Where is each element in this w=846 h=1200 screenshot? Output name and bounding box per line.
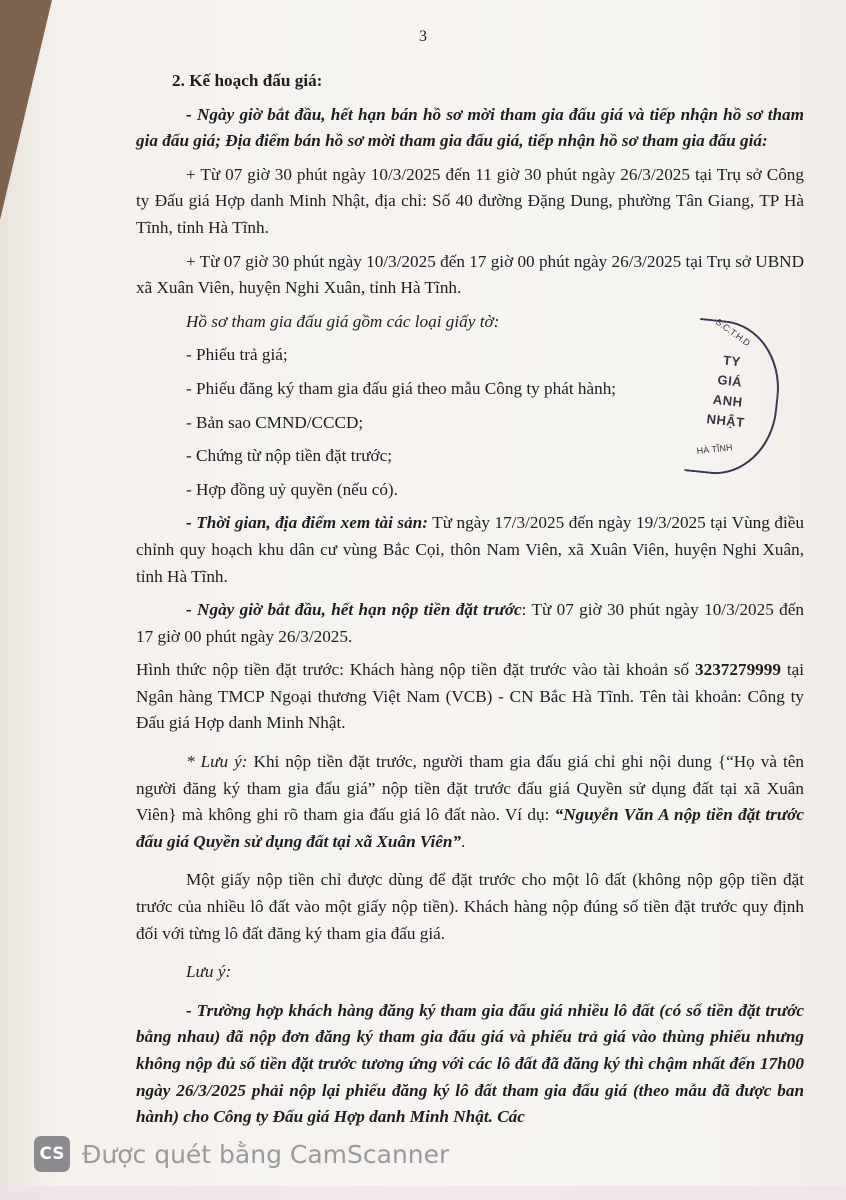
seal-text-line: GIÁ xyxy=(716,372,743,390)
paragraph-location-2: + Từ 07 giờ 30 phút ngày 10/3/2025 đến 17 giờ 00 phút ngày 26/3/2025 tại Trụ sở UBND xã Xuân Viên, huyện Nghi Xuân, tỉnh Hà Tĩnh. xyxy=(136,251,804,298)
viewing-text: Từ ngày 17/3/2025 đến ngày 19/3/2025 tại Vùng điều chỉnh quy hoạch khu dân cư vùng Bắc Cọi, thôn Nam Viên, xã Xuân Viên, huyện Nghi Xuân, tỉnh Hà Tĩnh. xyxy=(136,513,804,586)
seal-ring-bottom: HÀ TĨNH xyxy=(696,442,733,456)
page-bottom-edge xyxy=(0,1186,846,1200)
document-item: - Phiếu trả giá; xyxy=(186,345,288,365)
seal-text-line: NHẬT xyxy=(705,411,746,431)
paragraph-multiple-lots: - Trường hợp khách hàng đăng ký tham gia đấu giá nhiều lô đất (có số tiền đặt trước bằng nhau) đã nộp đơn đăng ký tham gia đấu giá và phiếu trả giá vào thùng phiếu nhưng không nộp đủ số tiền đặt trước tương ứng với các lô đất đã đăng ký thì chậm nhất đến 17h00 ngày 26/3/2025 phải nộp lại phiếu đăng ký lô đất tham gia đấu giá (theo mẫu đã được ban hành) cho Công ty Đấu giá Hợp danh Minh Nhật. Các xyxy=(136,1000,804,1127)
account-number: 3237279999 xyxy=(695,660,781,680)
note-end: . xyxy=(461,831,466,851)
document-item: - Hợp đồng uỷ quyền (nếu có). xyxy=(186,479,398,499)
seal-text-line: TY xyxy=(722,352,742,370)
camscanner-logo-icon: CS xyxy=(34,1136,70,1172)
document-item: - Bản sao CMND/CCCD; xyxy=(186,412,364,432)
paragraph-deposit-dates xyxy=(136,597,804,650)
deposit-method-bank: tại Ngân hàng TMCP Ngoại thương Việt Nam (VCB) - CN Bắc Hà Tĩnh. Tên tài khoản: Công ty Đấu giá Hợp danh Minh Nhật. xyxy=(136,660,804,733)
deposit-dates-text: : Từ 07 giờ 30 phút ngày 10/3/2025 đến 17 giờ 00 phút ngày 26/3/2025. xyxy=(136,600,804,646)
document-item: - Chứng từ nộp tiền đặt trước; xyxy=(186,446,393,466)
seal-ring-top: S.C.T.H.D xyxy=(713,316,753,349)
document-body xyxy=(136,68,804,1131)
note-example: “Nguyễn Văn A nộp tiền đặt trước đấu giá Quyền sử dụng đất tại xã Xuân Viên” xyxy=(136,805,804,851)
paragraph-note xyxy=(136,749,804,855)
section-heading: 2. Kế hoạch đấu giá: xyxy=(172,71,323,90)
seal-text-line: ANH xyxy=(712,391,744,410)
paragraph-viewing xyxy=(136,510,804,590)
paragraph-deposit-method xyxy=(136,657,804,737)
note-heading: Lưu ý: xyxy=(186,962,232,982)
paragraph-sale-dates-label: - Ngày giờ bắt đầu, hết hạn bán hồ sơ mời tham gia đấu giá và tiếp nhận hồ sơ tham gia đấu giá; Địa điểm bán hồ sơ mời tham gia đấu giá, tiếp nhận hồ sơ tham gia đấu giá: xyxy=(136,104,804,151)
deposit-method-text: Hình thức nộp tiền đặt trước: Khách hàng nộp tiền đặt trước vào tài khoản số xyxy=(136,660,696,680)
note-label: * Lưu ý: xyxy=(186,752,248,772)
viewing-label: - Thời gian, địa điểm xem tài sản: xyxy=(186,513,428,533)
note-text: Khi nộp tiền đặt trước, người tham gia đấu giá chỉ ghi nội dung {“Họ và tên người đăng ký tham gia đấu giá” nộp tiền đặt trước đấu giá Quyền sử dụng đất tại xã Xuân Viên} mà không ghi rõ tham gia đấu giá lô đất nào. Ví dụ: xyxy=(136,752,804,825)
deposit-dates-label: - Ngày giờ bắt đầu, hết hạn nộp tiền đặt trước xyxy=(186,600,522,620)
documents-title: Hồ sơ tham gia đấu giá gồm các loại giấy tờ: xyxy=(186,311,500,331)
paragraph-single-lot: Một giấy nộp tiền chỉ được dùng để đặt trước cho một lô đất (không nộp gộp tiền đặt trước của nhiều lô đất vào một giấy nộp tiền). Khách hàng nộp đúng số tiền đặt trước quy định đối với từng lô đất đăng ký tham gia đấu giá. xyxy=(136,870,804,943)
page-number: 3 xyxy=(419,28,427,45)
watermark-text: Được quét bằng CamScanner xyxy=(82,1139,450,1169)
scanner-watermark xyxy=(34,1134,449,1174)
document-item: - Phiếu đăng ký tham gia đấu giá theo mẫu Công ty phát hành; xyxy=(186,378,617,398)
paragraph-location-1: + Từ 07 giờ 30 phút ngày 10/3/2025 đến 11 giờ 30 phút ngày 26/3/2025 tại Trụ sở Công ty Đấu giá Hợp danh Minh Nhật, địa chỉ: Số 40 đường Đặng Dung, phường Tân Giang, TP Hà Tĩnh, tỉnh Hà Tĩnh. xyxy=(136,164,804,237)
